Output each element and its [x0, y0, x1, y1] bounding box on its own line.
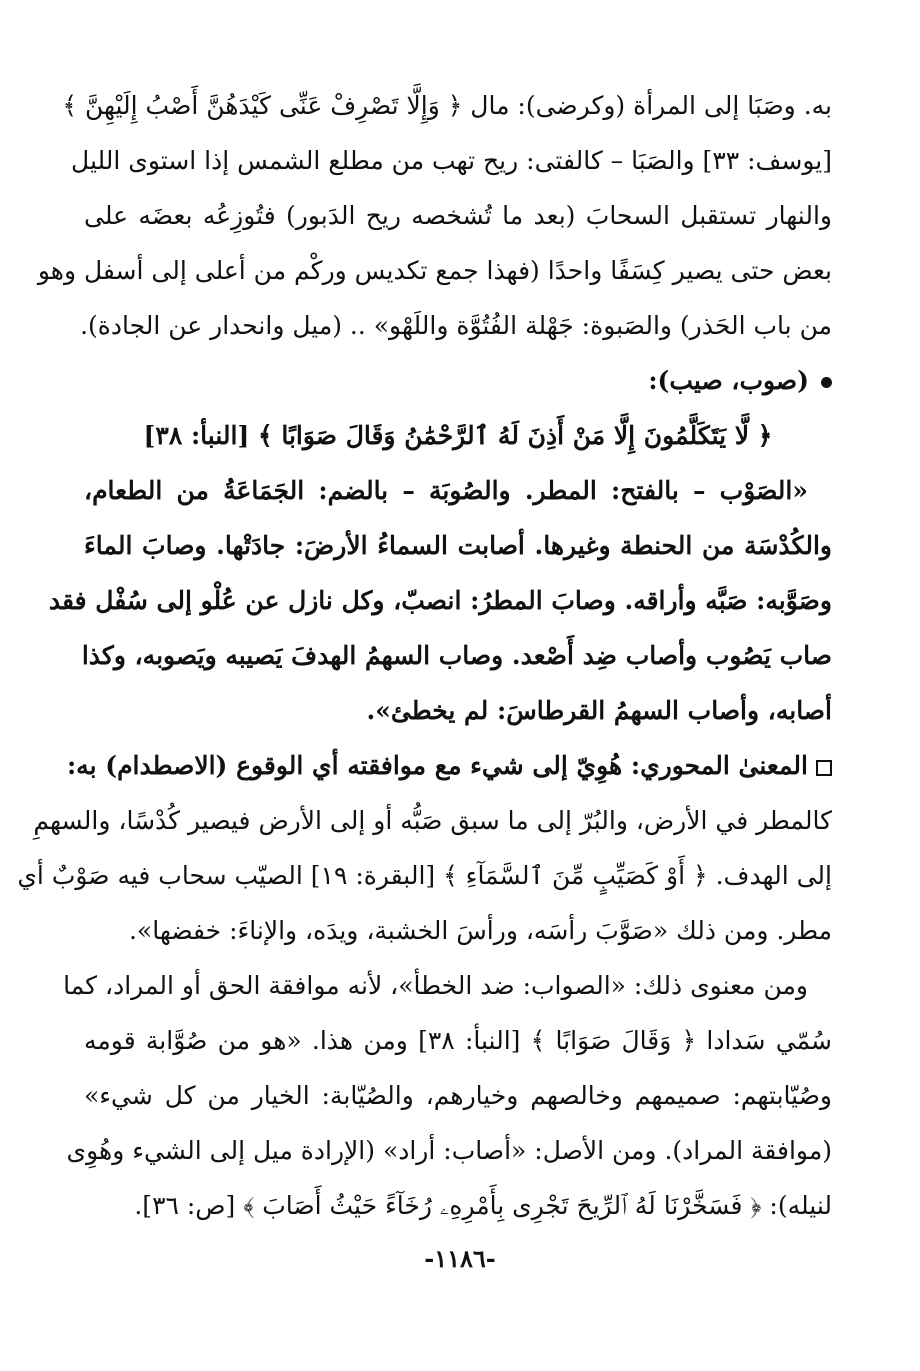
page-number: -١١٨٦- [424, 1244, 496, 1273]
meaning-line-2: إلى الهدف. ﴿ أَوْ كَصَيِّبٍ مِّنَ ٱلسَّمَآءِ ﴾ [البقرة: ١٩] الصيّب سحاب فيه صَوْبٌ أي [17, 861, 832, 890]
text-line-1: به. وصَبَا إلى المرأة (وكرضى): مال ﴿ وَإِلَّا تَصْرِفْ عَنِّى كَيْدَهُنَّ أَصْبُ إِلَيْهِنَّ ﴾ [62, 91, 832, 120]
final-line-1: ومن معنوى ذلك: «الصواب: ضد الخطأ»، لأنه موافقة الحق أو المراد، كما [63, 971, 808, 1000]
meaning-line-3: مطر. ومن ذلك «صَوَّبَ رأسَه، ورأسَ الخشبة، ويدَه، والإناءَ: خفضها». [128, 916, 832, 945]
quran-verse: ﴿ لَّا يَتَكَلَّمُونَ إِلَّا مَنْ أَذِنَ لَهُ ٱلرَّحْمَٰنُ وَقَالَ صَوَابًا ﴾ [النبأ: ٣٨] [143, 421, 773, 450]
entry-heading [84, 353, 832, 408]
final-line-5: لنيله): ﴿ فَسَخَّرْنَا لَهُ ٱلرِّيحَ تَجْرِى بِأَمْرِهِۦ رُخَآءً حَيْثُ أَصَابَ ﴾ [ص: ٣٦]. [134, 1191, 832, 1220]
definition-line-3: وصَوَّبه: صَبَّه وأراقه. وصابَ المطرُ: انصبّ، وكل نازل عن عُلْو إلى سُفْل فقد [48, 586, 832, 615]
core-meaning-text: المعنىٰ المحوري: هُوِيّ إلى شيء مع موافقته أي الوقوع (الاصطدام) به: [66, 751, 808, 780]
text-line-2: [يوسف: ٣٣] والصَبَا – كالفتى: ريح تهب من مطلع الشمس إذا استوى الليل [71, 146, 832, 175]
final-line-3: وصُيّابتهم: صميمهم وخالصهم وخيارهم، والصُيّابة: الخيار من كل شيء» [84, 1081, 832, 1110]
meaning-line-1: كالمطر في الأرض، والبُرّ إلى ما سبق صَبُّه أو إلى الأرض فيصير كُدْسًا، والسهمِ [33, 806, 832, 835]
final-line-4: (موافقة المراد). ومن الأصل: «أصاب: أراد» (الإرادة ميل إلى الشيء وهُوِى [66, 1136, 832, 1165]
final-line-2: سُمّي سَدادا ﴿ وَقَالَ صَوَابًا ﴾ [النبأ: ٣٨] ومن هذا. «هو من صُوَّابة قومه [84, 1026, 832, 1055]
text-line-5: من باب الحَذر) والصَبوة: جَهْلة الفُتُوَّة واللَهْو» .. (ميل وانحدار عن الجادة). [80, 311, 832, 340]
definition-line-1: «الصَوْب – بالفتح: المطر. والصُوبَة – بالضم: الجَمَاعَةُ من الطعام، [84, 476, 808, 505]
page-body [17, 78, 832, 1233]
text-line-3: والنهار تستقبل السحابَ (بعد ما تُشخصه ريح الدَبور) فتُوزِعُه بعضَه على [84, 201, 832, 230]
definition-line-4: صاب يَصُوب وأصاب ضِد أَصْعد. وصاب السهمُ الهدفَ يَصيبه ويَصوبه، وكذا [81, 641, 832, 670]
core-meaning-line [66, 738, 832, 793]
definition-line-2: والكُدْسَة من الحنطة وغيرها. أصابت السماءُ الأرضَ: جادَتْها. وصابَ الماءَ [84, 531, 832, 560]
text-line-4: بعض حتى يصير كِسَفًا واحدًا (فهذا جمع تكديس وركْم من أعلى إلى أسفل وهو [37, 256, 832, 285]
bullet-icon [821, 377, 832, 388]
definition-line-5: أصابه، وأصاب السهمُ القرطاسَ: لم يخطئ». [366, 696, 832, 725]
entry-heading-text: (صوب، صيب): [648, 366, 809, 395]
square-bullet-icon [816, 760, 832, 776]
